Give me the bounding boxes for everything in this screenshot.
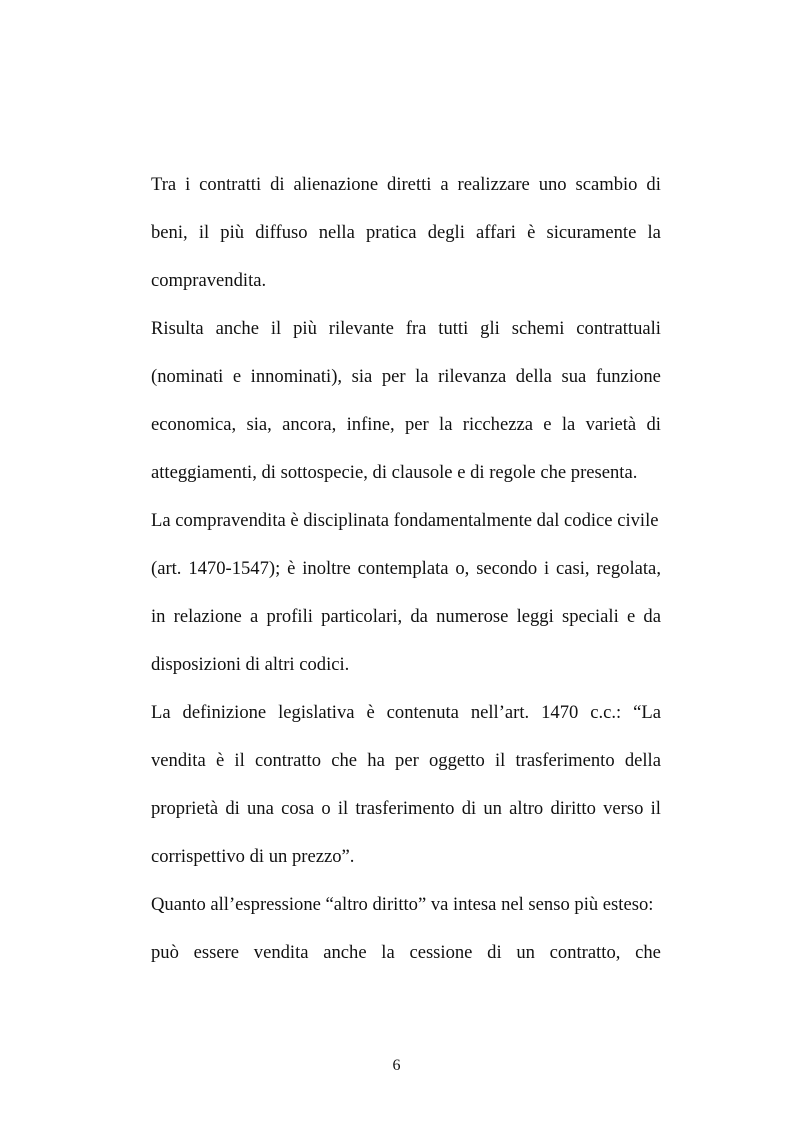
word: 1470-1547); — [188, 558, 281, 579]
word: definizione — [182, 702, 267, 723]
word: il — [234, 750, 245, 771]
word: Risulta — [151, 318, 204, 339]
word: varietà — [585, 414, 637, 435]
word: un — [516, 942, 535, 963]
word: da — [643, 606, 661, 627]
word: oggetto — [428, 750, 485, 771]
word: Tra — [151, 174, 177, 195]
word: che — [331, 750, 358, 771]
word: la — [647, 222, 661, 243]
word: è — [215, 750, 225, 771]
text-line — [151, 172, 661, 198]
word: sia, — [246, 414, 272, 435]
text-line — [151, 940, 661, 966]
text-line — [151, 700, 661, 726]
word: più — [220, 222, 245, 243]
word: contratti — [199, 174, 262, 195]
word: i — [185, 174, 191, 195]
word: essere — [193, 942, 240, 963]
word: ancora, — [282, 414, 337, 435]
word: è — [287, 558, 296, 579]
word: vendita — [253, 942, 309, 963]
word: (art. — [151, 558, 182, 579]
text-line — [151, 316, 661, 342]
text-line: Quanto all’espressione “altro diritto” va intesa nel senso più esteso: — [151, 894, 654, 915]
text-line: disposizioni di altri codici. — [151, 654, 350, 675]
word: realizzare — [457, 174, 530, 195]
word: economica, — [151, 414, 237, 435]
text-line — [151, 364, 661, 390]
word: i — [543, 558, 550, 579]
word: o — [321, 798, 331, 819]
word: pratica — [365, 222, 417, 243]
word: contenuta — [386, 702, 459, 723]
word: altro — [509, 798, 544, 819]
word: di — [646, 414, 661, 435]
word: proprietà — [151, 798, 219, 819]
word: casi, — [556, 558, 590, 579]
word: innominati), — [250, 366, 343, 387]
word: affari — [476, 222, 516, 243]
word: rilevante — [328, 318, 394, 339]
text-line — [151, 412, 661, 438]
word: è — [366, 702, 375, 723]
word: la — [381, 942, 395, 963]
word: anche — [323, 942, 367, 963]
word: la — [439, 414, 453, 435]
word: particolari, — [321, 606, 403, 627]
word: trasferimento — [355, 798, 455, 819]
word: relazione — [173, 606, 242, 627]
word: per — [395, 750, 419, 771]
word: per — [381, 366, 406, 387]
word: contemplata — [357, 558, 449, 579]
word: cessione — [409, 942, 473, 963]
word: beni, — [151, 222, 188, 243]
word: “La — [633, 702, 661, 723]
word: anche — [215, 318, 259, 339]
word: gli — [480, 318, 500, 339]
word: contrattuali — [576, 318, 661, 339]
word: trasferimento — [515, 750, 615, 771]
word: di — [225, 798, 240, 819]
word: La — [151, 702, 171, 723]
word: in — [151, 606, 166, 627]
word: la — [415, 366, 429, 387]
text-line — [151, 556, 661, 582]
text-line: La compravendita è disciplinata fondamentalmente dal codice civile — [151, 510, 659, 531]
word: ricchezza — [462, 414, 533, 435]
word: il — [270, 318, 282, 339]
word: diritto — [550, 798, 596, 819]
word: regolata, — [596, 558, 661, 579]
text-line — [151, 604, 661, 630]
text-line: corrispettivo di un prezzo”. — [151, 846, 355, 867]
word: il — [650, 798, 661, 819]
word: a — [440, 174, 449, 195]
word: della — [624, 750, 661, 771]
text-line — [151, 796, 661, 822]
word: degli — [427, 222, 465, 243]
page-number: 6 — [392, 1057, 401, 1074]
word: nell’art. — [470, 702, 530, 723]
word: vendita — [151, 750, 206, 771]
word: il — [198, 222, 210, 243]
word: può — [151, 942, 179, 963]
word: uno — [538, 174, 567, 195]
word: una — [247, 798, 274, 819]
word: il — [337, 798, 349, 819]
word: più — [293, 318, 317, 339]
word: contratto, — [549, 942, 621, 963]
word: fra — [405, 318, 427, 339]
word: per — [404, 414, 429, 435]
word: infine, — [346, 414, 395, 435]
word: la — [561, 414, 576, 435]
text-line — [151, 748, 661, 774]
word: leggi — [516, 606, 554, 627]
word: speciali — [561, 606, 619, 627]
word: secondo — [476, 558, 538, 579]
word: di — [487, 942, 502, 963]
word: sua — [561, 366, 587, 387]
word: della — [515, 366, 552, 387]
word: funzione — [595, 366, 661, 387]
word: alienazione — [293, 174, 379, 195]
word: o, — [455, 558, 470, 579]
word: numerose — [436, 606, 509, 627]
word: cosa — [281, 798, 315, 819]
text-line — [151, 220, 661, 246]
text-line: compravendita. — [151, 270, 267, 291]
word: diretti — [387, 174, 432, 195]
word: e — [626, 606, 636, 627]
word: che — [635, 942, 661, 963]
word: è — [527, 222, 536, 243]
word: di — [270, 174, 285, 195]
word: c.c.: — [590, 702, 622, 723]
word: rilevanza — [438, 366, 507, 387]
word: di — [646, 174, 661, 195]
word: tutti — [438, 318, 469, 339]
word: sicuramente — [546, 222, 637, 243]
word: inoltre — [302, 558, 351, 579]
word: profili — [266, 606, 313, 627]
word: sia — [351, 366, 373, 387]
word: di — [461, 798, 477, 819]
word: (nominati — [151, 366, 224, 387]
word: a — [249, 606, 259, 627]
word: da — [410, 606, 428, 627]
word: il — [494, 750, 506, 771]
word: contratto — [254, 750, 322, 771]
word: scambio — [575, 174, 638, 195]
word: nella — [318, 222, 355, 243]
word: e — [543, 414, 552, 435]
word: ha — [367, 750, 385, 771]
text-line: atteggiamenti, di sottospecie, di clausole e di regole che presenta. — [151, 462, 638, 483]
word: verso — [603, 798, 644, 819]
word: un — [483, 798, 502, 819]
word: 1470 — [541, 702, 579, 723]
word: schemi — [511, 318, 565, 339]
word: diffuso — [255, 222, 308, 243]
word: e — [232, 366, 242, 387]
word: legislativa — [278, 702, 355, 723]
